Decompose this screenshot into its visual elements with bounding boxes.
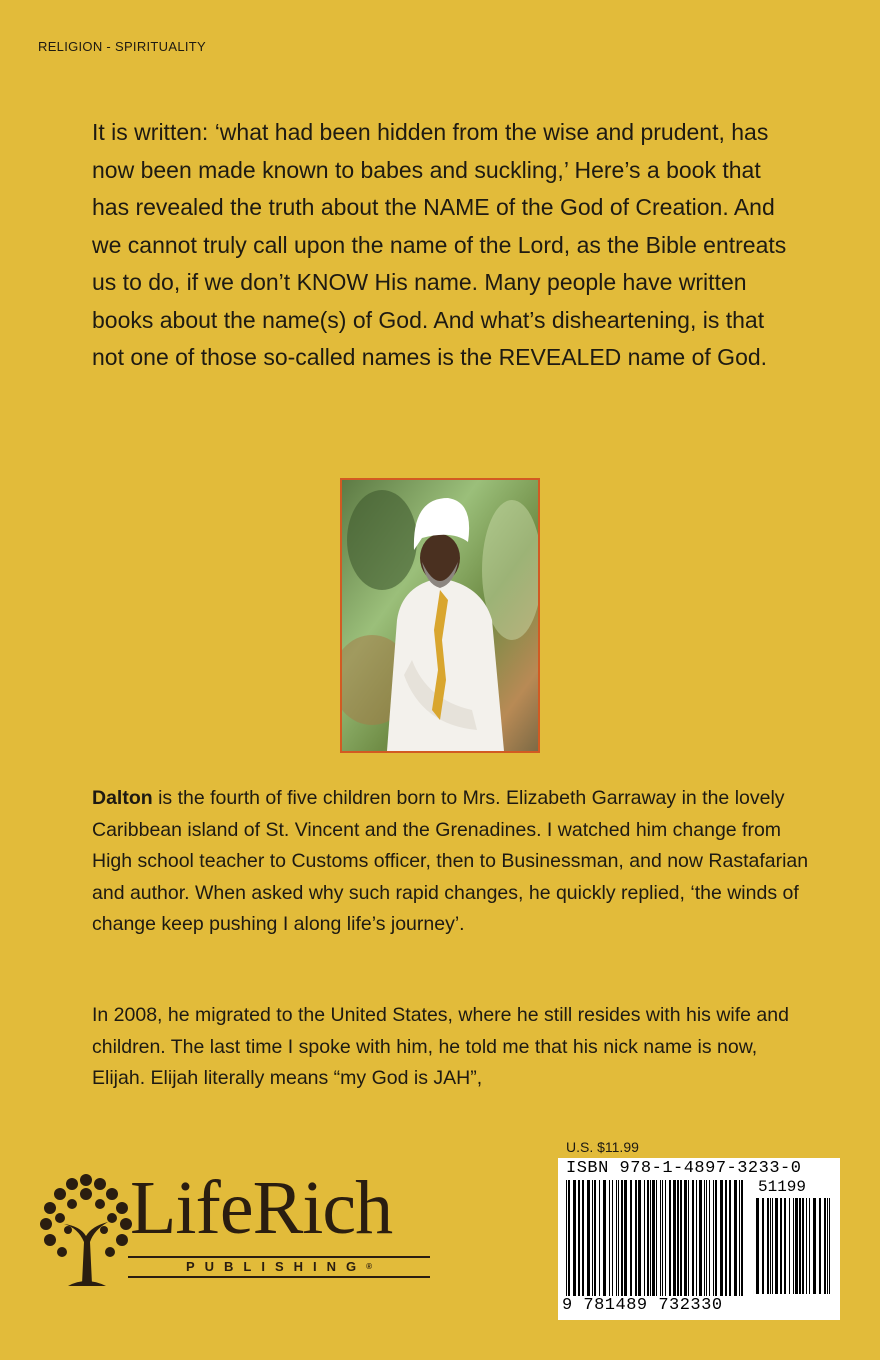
publisher-name: LifeRich: [130, 1166, 393, 1250]
addon-barcode-bars: [754, 1198, 834, 1294]
author-name: Dalton: [92, 787, 153, 809]
isbn-text: ISBN 978-1-4897-3233-0: [566, 1159, 802, 1178]
author-photo: [340, 478, 540, 753]
author-bio-paragraph-2: In 2008, he migrated to the United States, where he still resides with his wife and children. The last time I spoke with him, he told me that his nick name is now, Elijah. Elijah literally means “my God is JAH”,: [92, 1004, 789, 1089]
category-label: RELIGION - SPIRITUALITY: [38, 39, 206, 54]
back-cover-blurb: It is written: ‘what had been hidden from the wise and prudent, has now been made known to babes and suckling,’ Here’s a book that has revealed the truth about the NAME of the God of Creation. And we cannot truly call upon the name of the Lord, as the Bible entreats us to do, if we don’t KNOW His name. Many people have written books about the name(s) of God. And what’s disheartening, is that not one of those so-called names is the REVEALED name of God.: [92, 119, 787, 370]
author-bio-paragraph: [92, 783, 812, 941]
ean-number: 9 781489 732330: [562, 1296, 723, 1315]
publisher-logo: [38, 1166, 433, 1292]
price-label: U.S. $11.99: [566, 1139, 639, 1155]
isbn-barcode: [558, 1158, 840, 1320]
publisher-subtitle: PUBLISHING®: [128, 1256, 430, 1278]
author-bio-text: is the fourth of five children born to Mrs. Elizabeth Garraway in the lovely Caribbean island of St. Vincent and the Grenadines. I watched him change from High school teacher to Customs officer, then to Businessman, and now Rastafarian and author. When asked why such rapid changes, he quickly replied, ‘the winds of change keep pushing I along life’s journey’.: [92, 787, 809, 935]
price-addon-code: 51199: [758, 1178, 807, 1196]
author-portrait-illustration: [342, 480, 538, 751]
tree-icon: [38, 1172, 134, 1292]
ean-barcode-bars: [564, 1180, 750, 1296]
